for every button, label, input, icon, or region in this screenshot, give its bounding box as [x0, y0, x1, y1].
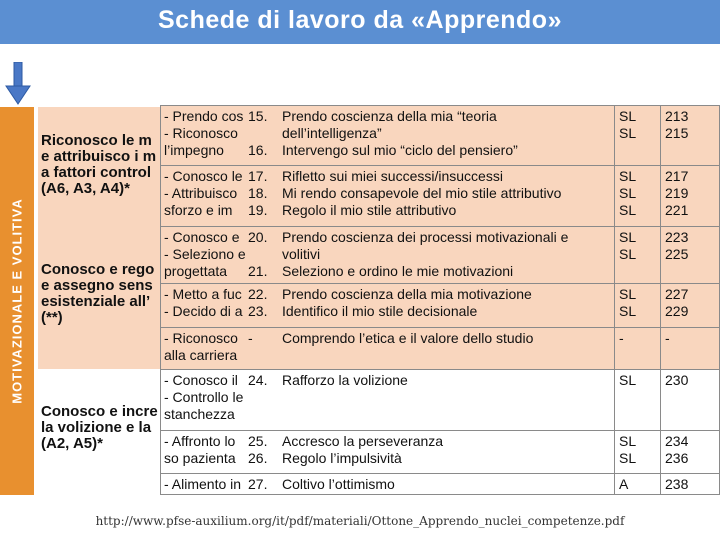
table-row [160, 226, 720, 284]
activities-table [160, 105, 720, 495]
column-divider [160, 105, 161, 495]
group-label-3 [38, 369, 162, 495]
sheet-number: 26. [248, 450, 268, 466]
level-code: SL [619, 125, 637, 141]
level-code: SL [619, 286, 637, 302]
group-label-2 [38, 227, 162, 369]
objective-text: stanchezza [164, 406, 235, 422]
sheet-title: Accresco la perseveranza [282, 433, 444, 449]
sheet-number: 24. [248, 372, 268, 388]
group-label-line: Conosco e rego [41, 261, 155, 278]
objective-text: sforzo e im [164, 202, 233, 218]
level-code: SL [619, 168, 637, 184]
level-code: SL [619, 433, 637, 449]
page-number: 223 [665, 229, 689, 245]
objective-text: alla carriera [164, 347, 238, 363]
sheet-number: 20. [248, 229, 268, 245]
objective-text: progettata [164, 263, 228, 279]
sheet-number: 23. [248, 303, 268, 319]
sheet-title: Regolo l’impulsività [282, 450, 402, 466]
objective-text: - Affronto lo [164, 433, 236, 449]
sheet-title: Prendo coscienza della mia “teoria [282, 108, 497, 124]
sheet-number: 16. [248, 142, 268, 158]
sheet-title: Mi rendo consapevole del mio stile attributivo [282, 185, 562, 201]
level-code: SL [619, 185, 637, 201]
level-code: SL [619, 108, 637, 124]
group-label-line: la volizione e la [41, 419, 152, 436]
sheet-number: 27. [248, 476, 268, 492]
table-row [160, 327, 720, 370]
sheet-title: Prendo coscienza della mia motivazione [282, 286, 532, 302]
objective-text: - Alimento in [164, 476, 242, 492]
page-number: 213 [665, 108, 689, 124]
sheet-number: 22. [248, 286, 268, 302]
objective-text: - Metto a fuc [164, 286, 242, 302]
group-label-line: e attribuisco i m [41, 148, 157, 165]
page-number: 229 [665, 303, 689, 319]
objective-text: - Conosco il [164, 372, 238, 388]
group-label-line: (A2, A5)* [41, 435, 103, 452]
level-code: SL [619, 372, 637, 388]
group-label-line: Riconosco le m [41, 132, 152, 149]
arrow-down-icon [5, 62, 31, 106]
source-url[interactable]: http://www.pfse-auxilium.org/it/pdf/materiali/Ottone_Apprendo_nuclei_competenze.pdf [95, 514, 625, 528]
objective-text: - Conosco le [164, 168, 243, 184]
page-number: 225 [665, 246, 689, 262]
group-label-line: e assegno sens [41, 277, 153, 294]
sheet-title: Rafforzo la volizione [282, 372, 408, 388]
level-code: SL [619, 246, 637, 262]
table-row [160, 105, 720, 166]
objective-text: - Prendo cos [164, 108, 244, 124]
page-number: 234 [665, 433, 689, 449]
sheet-title: Prendo coscienza dei processi motivazionali e [282, 229, 569, 245]
slide-title: Schede di lavoro da «Apprendo» [158, 6, 562, 34]
group-label-line: esistenziale all’ [41, 293, 151, 310]
side-label [2, 107, 32, 495]
page-number: 238 [665, 476, 689, 492]
side-label-text: MOTIVAZIONALE E VOLITIVA [9, 198, 25, 404]
table-row [160, 369, 720, 431]
level-code: SL [619, 229, 637, 245]
objective-text: so pazienta [164, 450, 236, 466]
table-bottom-border [160, 494, 720, 495]
table-row [160, 283, 720, 328]
page-number: - [665, 330, 670, 346]
page-number: 219 [665, 185, 689, 201]
level-code: A [619, 476, 629, 492]
table-row [160, 473, 720, 495]
column-divider [614, 105, 615, 495]
objective-text: - Riconosco [164, 125, 238, 141]
sheet-title: Identifico il mio stile decisionale [282, 303, 478, 319]
page-number: 227 [665, 286, 689, 302]
group-label-line: (A6, A3, A4)* [41, 180, 130, 197]
group-label-line: (**) [41, 309, 63, 326]
level-code: SL [619, 450, 637, 466]
objective-text: - Decido di a [164, 303, 243, 319]
objective-text: - Controllo le [164, 389, 244, 405]
table-row [160, 165, 720, 227]
sheet-title: Seleziono e ordino le mie motivazioni [282, 263, 514, 279]
sheet-number: 19. [248, 202, 268, 218]
sheet-number: 25. [248, 433, 268, 449]
level-code: SL [619, 202, 637, 218]
sheet-title: volitivi [282, 246, 321, 262]
sheet-title: Regolo il mio stile attributivo [282, 202, 457, 218]
group-label-line: a fattori control [41, 164, 152, 181]
sheet-number: 18. [248, 185, 268, 201]
page-number: 230 [665, 372, 689, 388]
sheet-title: Intervengo sul mio “ciclo del pensiero” [282, 142, 518, 158]
sheet-title: Rifletto sui miei successi/insuccessi [282, 168, 503, 184]
page-number: 215 [665, 125, 689, 141]
objective-text: l’impegno [164, 142, 224, 158]
objective-text: - Riconosco [164, 330, 238, 346]
sheet-title: Comprendo l’etica e il valore dello studio [282, 330, 534, 346]
page-number: 217 [665, 168, 689, 184]
level-code: SL [619, 303, 637, 319]
group-label-line: Conosco e incre [41, 403, 158, 420]
sheet-title: dell’intelligenza” [282, 125, 382, 141]
sheet-number: 21. [248, 263, 268, 279]
table-row [160, 430, 720, 474]
level-code: - [619, 330, 624, 346]
page-number: 236 [665, 450, 689, 466]
column-divider [660, 105, 661, 495]
objective-text: - Conosco e [164, 229, 240, 245]
sheet-number: 17. [248, 168, 268, 184]
sheet-title: Coltivo l’ottimismo [282, 476, 395, 492]
sheet-number: - [248, 330, 253, 346]
sheet-number: 15. [248, 108, 268, 124]
objective-text: - Seleziono e [164, 246, 246, 262]
group-label-1 [38, 107, 162, 227]
objective-text: - Attribuisco [164, 185, 238, 201]
page-number: 221 [665, 202, 689, 218]
